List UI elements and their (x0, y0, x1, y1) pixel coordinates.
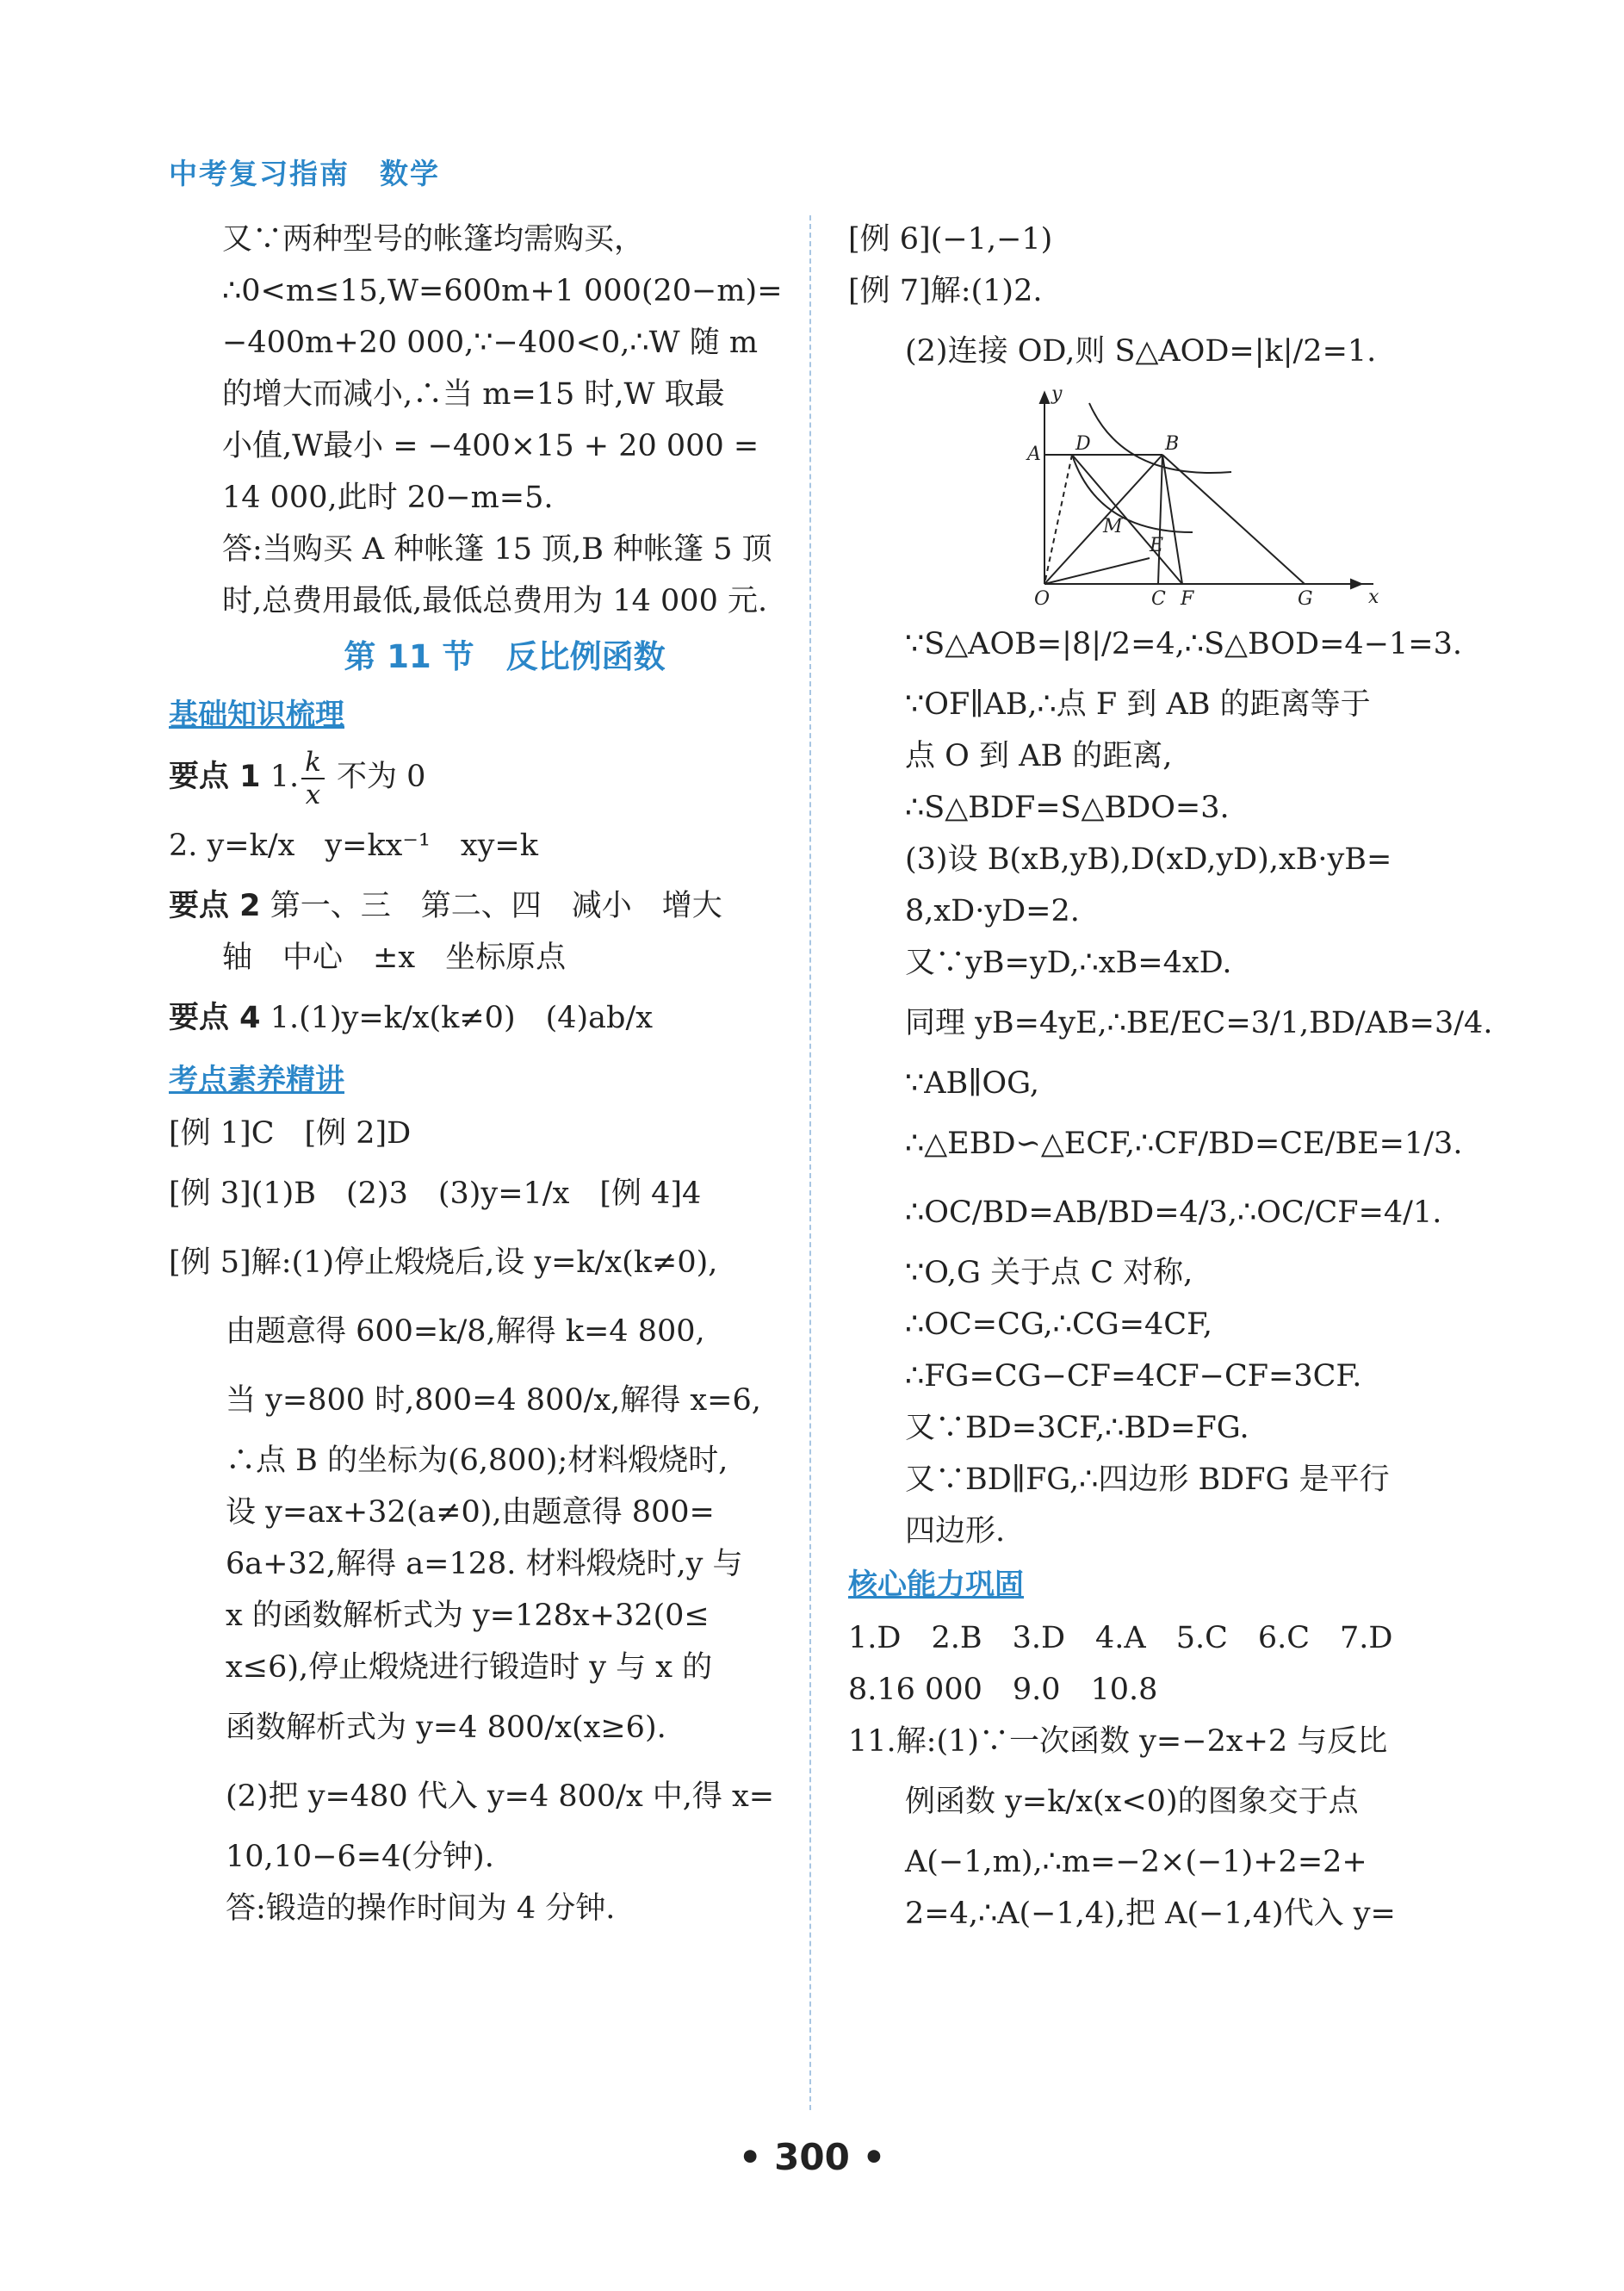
section-heading-basics: 基础知识梳理 (169, 698, 344, 732)
text-line: −400m+20 000,∵−400<0,∴W 随 m (222, 326, 759, 360)
text-line: (2)连接 OD,则 S△AOD=|k|/2=1. (905, 334, 1377, 369)
text-line: ∵AB∥OG, (905, 1066, 1039, 1101)
numerator: k (305, 746, 321, 778)
example-line: x≤6),停止煅烧进行锻造时 y 与 x 的 (226, 1650, 713, 1685)
column-divider (809, 215, 811, 2110)
text-line: ∵OF∥AB,∴点 F 到 AB 的距离等于 (905, 687, 1371, 722)
text-line: 答:当购买 A 种帐篷 15 顶,B 种帐篷 5 顶 (222, 532, 772, 567)
figure-svg (1020, 386, 1382, 610)
segment-OD (1044, 455, 1072, 584)
key-point-1 (169, 742, 806, 811)
key-point-label: 要点 2 (169, 889, 261, 923)
example-line: [例 3](1)B (2)3 (3)y=1/x [例 4]4 (169, 1177, 702, 1211)
text-line: 又∵两种型号的帐篷均需购买， (222, 222, 645, 257)
text-line: 又∵yB=yD,∴xB=4xD. (905, 946, 1232, 980)
section-heading-exam: 考点素养精讲 (169, 1063, 344, 1097)
text-line: 8,xD·yD=2. (905, 894, 1080, 928)
label-G: G (1298, 588, 1313, 610)
key-point-text: 轴 中心 ±x 坐标原点 (222, 941, 567, 975)
y-arrow (1040, 393, 1049, 403)
text-line: 点 O 到 AB 的距离, (905, 739, 1173, 773)
label-x: x (1368, 587, 1379, 608)
example-line: 答:锻造的操作时间为 4 分钟. (226, 1891, 616, 1926)
text-line: 小值,W最小 = −400×15 + 20 000 = (222, 429, 759, 463)
key-point-text: 2. y=k/x y=kx⁻¹ xy=k (169, 829, 538, 863)
example-line: ∴点 B 的坐标为(6,800);材料煅烧时, (226, 1444, 728, 1478)
example-line: x 的函数解析式为 y=128x+32(0≤ (226, 1599, 710, 1633)
text-line: 又∵BD=3CF,∴BD=FG. (905, 1411, 1249, 1445)
text-line: ∴△EBD∽△ECF,∴CF/BD=CE/BE=1/3. (905, 1127, 1463, 1161)
example-line: 函数解析式为 y=4 800/x(x≥6). (226, 1710, 666, 1745)
chapter-title: 第 11 节 反比例函数 (344, 638, 666, 675)
text-line: [例 7]解:(1)2. (848, 274, 1043, 308)
example-line: [例 1]C [例 2]D (169, 1116, 412, 1151)
label-M: M (1103, 516, 1123, 537)
example-line: 10,10−6=4(分钟). (226, 1840, 494, 1874)
curve-hyperbola-outer (1089, 403, 1231, 473)
segment-OE (1044, 558, 1150, 584)
label-O: O (1034, 588, 1051, 610)
text-line: ∴FG=CG−CF=4CF−CF=3CF. (905, 1359, 1362, 1394)
example-line: 当 y=800 时,800=4 800/x,解得 x=6, (226, 1383, 761, 1418)
text-line: 14 000,此时 20−m=5. (222, 481, 554, 515)
label-B: B (1165, 433, 1180, 455)
key-point-text: 不为 0 (337, 760, 426, 794)
fraction (301, 747, 325, 810)
example-line: [例 5]解:(1)停止煅烧后,设 y=k/x(k≠0), (169, 1245, 718, 1280)
right-column (848, 214, 1493, 1940)
key-point-2 (169, 880, 806, 932)
segment-BG (1162, 455, 1305, 584)
section-heading-core: 核心能力巩固 (848, 1568, 1024, 1602)
label-E: E (1150, 535, 1164, 556)
answer-line: 1.D 2.B 3.D 4.A 5.C 6.C 7.D (848, 1621, 1393, 1655)
text-line: ∵O,G 关于点 C 对称, (905, 1256, 1193, 1290)
text-line: ∵S△AOB=|8|/2=4,∴S△BOD=4−1=3. (905, 627, 1463, 661)
text-line: ∴0<m≤15,W=600m+1 000(20−m)= (222, 274, 783, 308)
text-line: ∴S△BDF=S△BDO=3. (905, 791, 1230, 825)
text-line: 四边形. (905, 1514, 1006, 1549)
label-D: D (1075, 433, 1091, 455)
text-line: [例 6](−1,−1) (848, 222, 1053, 257)
label-C: C (1151, 588, 1166, 610)
text-line: ∴OC/BD=AB/BD=4/3,∴OC/CF=4/1. (905, 1195, 1442, 1230)
answer-line: 8.16 000 9.0 10.8 (848, 1673, 1158, 1707)
label-F: F (1181, 588, 1194, 610)
text-line: 又∵BD∥FG,∴四边形 BDFG 是平行 (905, 1462, 1390, 1497)
example-line: 设 y=ax+32(a≠0),由题意得 800= (226, 1495, 715, 1530)
label-A: A (1027, 444, 1041, 465)
left-column (169, 214, 806, 1934)
text-line: 时,总费用最低,最低总费用为 14 000 元. (222, 584, 768, 618)
header-title: 中考复习指南 数学 (169, 157, 440, 190)
answer-line: 2=4,∴A(−1,4),把 A(−1,4)代入 y= (905, 1897, 1396, 1931)
example-line: 由题意得 600=k/8,解得 k=4 800, (226, 1314, 705, 1349)
denominator: x (305, 779, 321, 810)
answer-line: 例函数 y=k/x(x<0)的图象交于点 (905, 1785, 1359, 1819)
example-line: 6a+32,解得 a=128. 材料煅烧时,y 与 (226, 1547, 743, 1581)
key-point-text: 1.(1)y=k/x(k≠0) (4)ab/x (270, 1001, 653, 1035)
key-point-text: 1. (270, 760, 300, 794)
text-line: 的增大而减小,∴当 m=15 时,W 取最 (222, 377, 725, 412)
key-point-label: 要点 1 (169, 760, 261, 794)
page-number: • 300 • (738, 2136, 886, 2178)
key-point-4 (169, 984, 806, 1052)
key-point-text: 第一、三 第二、四 减小 增大 (270, 889, 722, 923)
key-point-label: 要点 4 (169, 1001, 261, 1035)
answer-line: A(−1,m),∴m=−2×(−1)+2=2+ (905, 1845, 1367, 1879)
segment-BC (1158, 455, 1162, 584)
x-arrow (1351, 580, 1361, 588)
text-line: ∴OC=CG,∴CG=4CF, (905, 1307, 1213, 1342)
text-line: 同理 yB=4yE,∴BE/EC=3/1,BD/AB=3/4. (905, 1006, 1493, 1040)
geometry-figure (1020, 386, 1485, 610)
text-line: (3)设 B(xB,yB),D(xD,yD),xB·yB= (905, 842, 1392, 877)
example-line: (2)把 y=480 代入 y=4 800/x 中,得 x= (226, 1779, 775, 1814)
label-y: y (1051, 386, 1063, 405)
answer-line: 11.解:(1)∵一次函数 y=−2x+2 与反比 (848, 1724, 1388, 1759)
